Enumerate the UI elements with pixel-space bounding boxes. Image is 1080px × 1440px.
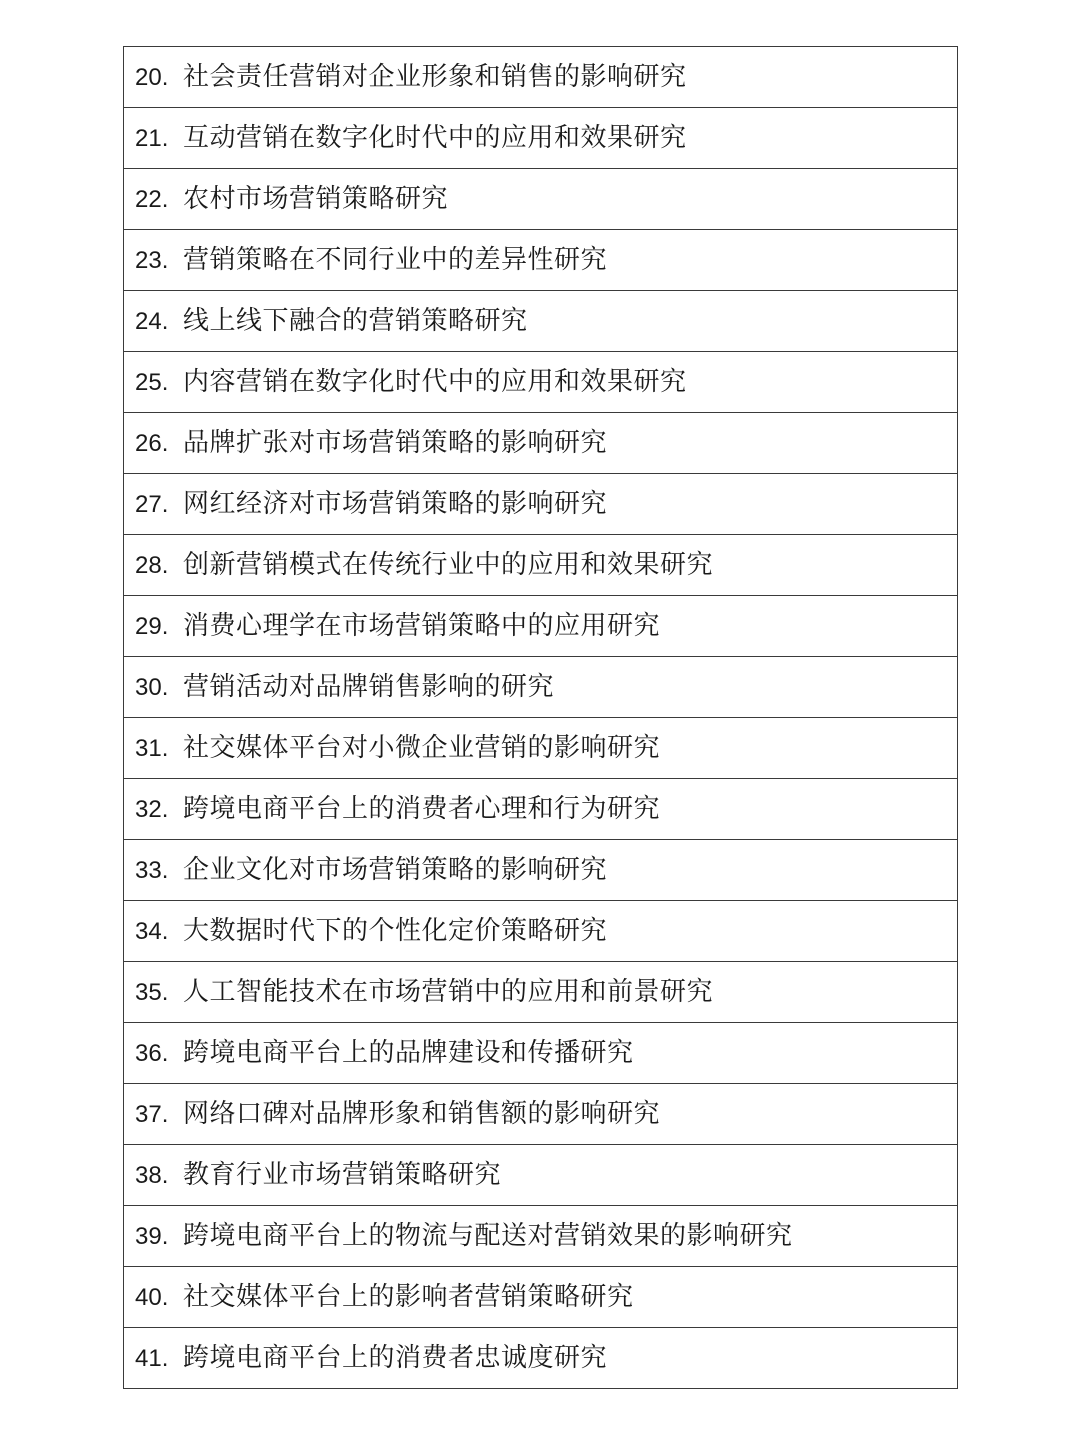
topic-number: 37.: [135, 1101, 169, 1128]
topic-number: 28.: [135, 552, 169, 579]
topic-title: 创新营销模式在传统行业中的应用和效果研究: [183, 550, 714, 580]
topic-title: 消费心理学在市场营销策略中的应用研究: [183, 611, 661, 641]
topic-cell: [124, 718, 958, 779]
table-row: [124, 169, 958, 230]
topic-cell: [124, 779, 958, 840]
topic-number: 23.: [135, 247, 169, 274]
table-row: [124, 962, 958, 1023]
topic-title: 品牌扩张对市场营销策略的影响研究: [183, 428, 608, 458]
topic-title: 线上线下融合的营销策略研究: [183, 306, 528, 336]
topic-title: 跨境电商平台上的消费者心理和行为研究: [183, 794, 661, 824]
topic-title: 互动营销在数字化时代中的应用和效果研究: [183, 123, 687, 153]
table-row: [124, 1145, 958, 1206]
topic-title: 农村市场营销策略研究: [183, 184, 449, 214]
topic-number: 22.: [135, 186, 169, 213]
topic-cell: [124, 352, 958, 413]
table-row: [124, 1328, 958, 1389]
table-row: [124, 47, 958, 108]
topic-number: 34.: [135, 918, 169, 945]
table-row: [124, 474, 958, 535]
topic-title: 社交媒体平台上的影响者营销策略研究: [183, 1282, 634, 1312]
topic-cell: [124, 1328, 958, 1389]
topic-cell: [124, 108, 958, 169]
topic-cell: [124, 1145, 958, 1206]
table-row: [124, 108, 958, 169]
topic-cell: [124, 840, 958, 901]
topic-title: 跨境电商平台上的消费者忠诚度研究: [183, 1343, 608, 1373]
topic-cell: [124, 47, 958, 108]
topic-cell: [124, 1023, 958, 1084]
table-row: [124, 413, 958, 474]
table-row: [124, 596, 958, 657]
topic-number: 33.: [135, 857, 169, 884]
topic-number: 27.: [135, 491, 169, 518]
topic-title: 网络口碑对品牌形象和销售额的影响研究: [183, 1099, 661, 1129]
topic-cell: [124, 413, 958, 474]
table-row: [124, 779, 958, 840]
topic-cell: [124, 901, 958, 962]
topic-title: 社交媒体平台对小微企业营销的影响研究: [183, 733, 661, 763]
topic-number: 29.: [135, 613, 169, 640]
topic-list-table: [123, 46, 958, 1389]
topic-number: 36.: [135, 1040, 169, 1067]
topic-cell: [124, 1206, 958, 1267]
topic-title: 企业文化对市场营销策略的影响研究: [183, 855, 608, 885]
table-row: [124, 1267, 958, 1328]
topic-title: 教育行业市场营销策略研究: [183, 1160, 502, 1190]
topic-number: 25.: [135, 369, 169, 396]
table-row: [124, 657, 958, 718]
table-row: [124, 352, 958, 413]
topic-number: 40.: [135, 1284, 169, 1311]
topic-title: 大数据时代下的个性化定价策略研究: [183, 916, 608, 946]
topic-number: 41.: [135, 1345, 169, 1372]
topic-cell: [124, 1084, 958, 1145]
topic-number: 20.: [135, 64, 169, 91]
topic-title: 人工智能技术在市场营销中的应用和前景研究: [183, 977, 714, 1007]
topic-title: 内容营销在数字化时代中的应用和效果研究: [183, 367, 687, 397]
topic-number: 30.: [135, 674, 169, 701]
topic-number: 31.: [135, 735, 169, 762]
topic-title: 营销活动对品牌销售影响的研究: [183, 672, 555, 702]
topic-number: 26.: [135, 430, 169, 457]
table-row: [124, 230, 958, 291]
topic-number: 32.: [135, 796, 169, 823]
table-row: [124, 840, 958, 901]
topic-cell: [124, 230, 958, 291]
table-row: [124, 1206, 958, 1267]
topic-cell: [124, 1267, 958, 1328]
topic-title: 网红经济对市场营销策略的影响研究: [183, 489, 608, 519]
topic-number: 38.: [135, 1162, 169, 1189]
topic-title: 营销策略在不同行业中的差异性研究: [183, 245, 608, 275]
table-row: [124, 718, 958, 779]
topic-cell: [124, 291, 958, 352]
topic-number: 24.: [135, 308, 169, 335]
table-row: [124, 901, 958, 962]
topic-title: 跨境电商平台上的物流与配送对营销效果的影响研究: [183, 1221, 793, 1251]
table-row: [124, 291, 958, 352]
topic-cell: [124, 596, 958, 657]
topic-cell: [124, 535, 958, 596]
topic-cell: [124, 657, 958, 718]
topic-title: 社会责任营销对企业形象和销售的影响研究: [183, 62, 687, 92]
topic-cell: [124, 474, 958, 535]
table-row: [124, 535, 958, 596]
topic-number: 39.: [135, 1223, 169, 1250]
topic-number: 21.: [135, 125, 169, 152]
table-row: [124, 1084, 958, 1145]
topic-title: 跨境电商平台上的品牌建设和传播研究: [183, 1038, 634, 1068]
topic-cell: [124, 169, 958, 230]
topic-cell: [124, 962, 958, 1023]
topic-list-body: [124, 47, 958, 1389]
table-row: [124, 1023, 958, 1084]
topic-number: 35.: [135, 979, 169, 1006]
